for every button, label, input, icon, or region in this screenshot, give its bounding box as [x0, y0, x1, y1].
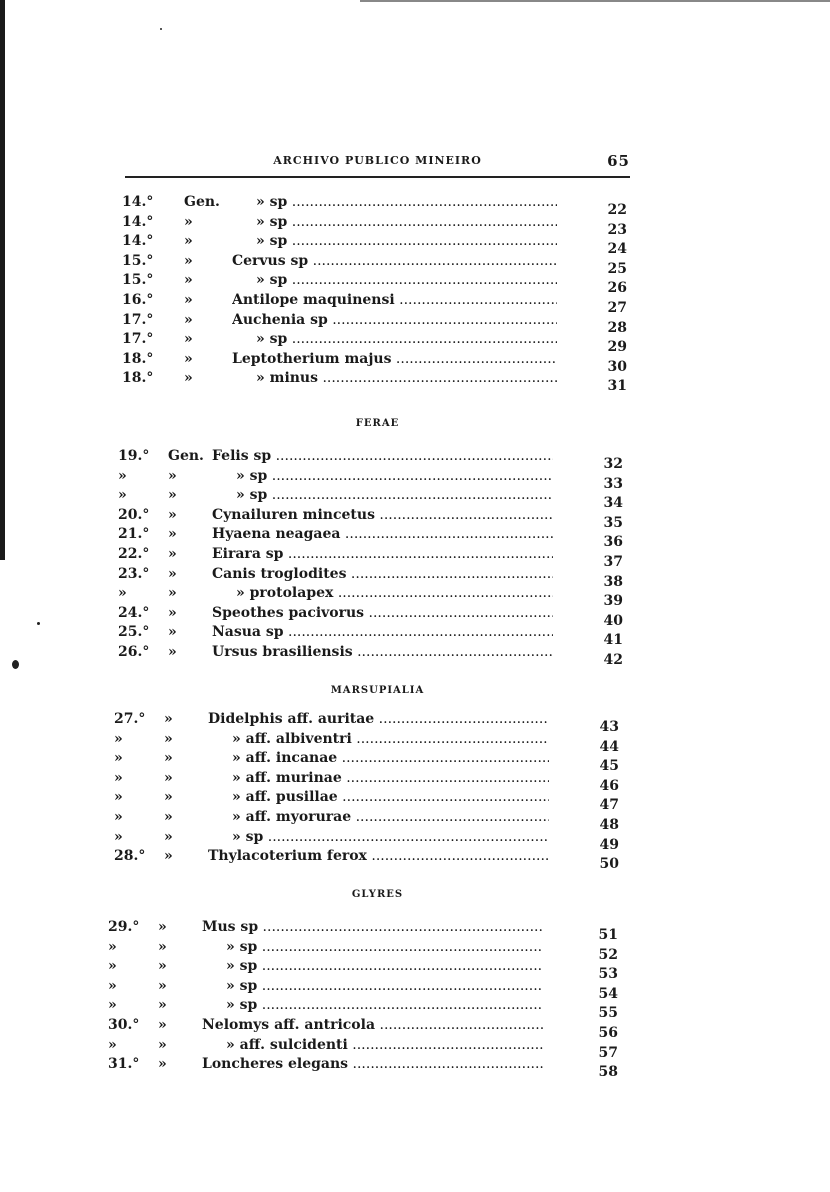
- entry-number: 18.°: [122, 370, 154, 387]
- genus-marker: »: [168, 585, 177, 602]
- genus-marker: »: [164, 711, 173, 727]
- index-row: [108, 1054, 628, 1081]
- index-row: [108, 1015, 628, 1041]
- ink-speck: [37, 622, 40, 625]
- section-title: FERAE: [355, 418, 400, 429]
- species-name: » sp .....: [256, 212, 557, 232]
- genus-marker: »: [168, 565, 177, 582]
- index-row: [114, 787, 629, 814]
- genus-marker: »: [164, 730, 173, 747]
- genus-marker: »: [158, 977, 167, 994]
- page-reference: 22: [607, 202, 627, 218]
- page-reference: 49: [599, 836, 619, 853]
- index-row: [114, 807, 629, 833]
- page-reference: 29: [607, 339, 627, 356]
- page-reference: 36: [603, 534, 623, 551]
- index-row: [118, 564, 633, 590]
- species-name: Hyaena neagaea .....: [212, 524, 553, 544]
- index-row: [114, 846, 629, 873]
- entry-number: »: [108, 977, 117, 994]
- page-header: [125, 150, 630, 178]
- page-reference: 45: [599, 758, 619, 775]
- index-row: [122, 368, 637, 395]
- index-row: [108, 1035, 628, 1061]
- entry-number: »: [114, 828, 123, 845]
- scan-edge-shadow: [0, 0, 5, 560]
- species-name: » aff. incanae .....: [232, 748, 549, 768]
- species-name: Loncheres elegans .....: [202, 1054, 543, 1074]
- species-name: Antilope maquinensi .....: [232, 290, 557, 310]
- index-row: [108, 995, 628, 1022]
- section-title: GLYRES: [351, 889, 404, 900]
- entry-number: 17.°: [122, 331, 154, 348]
- species-name: » sp .....: [236, 485, 553, 505]
- genus-marker: »: [168, 546, 177, 562]
- entry-number: 16.°: [122, 292, 154, 308]
- genus-marker: »: [168, 644, 177, 660]
- entry-number: »: [114, 750, 123, 767]
- section-title: MARSUPIALIA: [330, 685, 425, 696]
- page-reference: 31: [607, 378, 627, 395]
- page-reference: 32: [603, 456, 623, 472]
- entry-number: »: [108, 958, 117, 975]
- page-reference: 41: [603, 632, 623, 649]
- entry-number: 29.°: [108, 919, 140, 935]
- species-name: » aff. pusillae .....: [232, 787, 549, 807]
- ink-speck: [160, 28, 162, 30]
- page-reference: 26: [607, 280, 627, 297]
- species-name: Ursus brasiliensis .....: [212, 642, 553, 662]
- species-name: » sp .....: [226, 937, 543, 957]
- genus-marker: »: [164, 789, 173, 806]
- page-number: 65: [607, 152, 630, 170]
- entry-number: »: [114, 809, 123, 825]
- entry-number: 14.°: [122, 233, 154, 250]
- genus-marker: »: [168, 467, 177, 484]
- entry-number: »: [114, 730, 123, 747]
- entry-number: »: [114, 769, 123, 786]
- index-row: [118, 583, 633, 610]
- entry-number: 27.°: [114, 711, 146, 727]
- index-row: [122, 192, 637, 218]
- species-name: Speothes pacivorus .....: [212, 603, 553, 623]
- entry-number: 21.°: [118, 526, 150, 543]
- species-name: Mus sp .....: [202, 917, 543, 937]
- entry-number: 26.°: [118, 644, 150, 660]
- page-reference: 52: [598, 946, 618, 963]
- page-reference: 57: [598, 1044, 618, 1061]
- page-reference: 53: [598, 966, 618, 983]
- genus-marker: »: [164, 769, 173, 786]
- ink-speck: [12, 660, 19, 669]
- entry-number: 22.°: [118, 546, 150, 562]
- entry-number: 15.°: [122, 252, 154, 269]
- index-row: [118, 642, 633, 668]
- species-name: Canis troglodites .....: [212, 564, 553, 584]
- species-name: Cervus sp .....: [232, 251, 557, 271]
- page-reference: 56: [598, 1025, 618, 1041]
- page-reference: 25: [607, 260, 627, 277]
- index-row: [118, 505, 633, 531]
- page-reference: 48: [599, 817, 619, 833]
- index-row: [122, 212, 637, 238]
- species-name: Thylacoterium ferox .....: [208, 846, 549, 866]
- species-name: » sp .....: [256, 231, 557, 251]
- genus-marker: »: [168, 487, 177, 504]
- entry-number: 24.°: [118, 604, 150, 621]
- index-row: [114, 768, 629, 794]
- page-reference: 58: [598, 1064, 618, 1081]
- index-row: [118, 524, 633, 551]
- species-name: » aff. albiventri .....: [232, 729, 549, 749]
- genus-marker: »: [158, 1056, 167, 1073]
- index-row: [114, 827, 629, 853]
- genus-marker: »: [184, 350, 193, 367]
- species-name: Nelomys aff. antricola .....: [202, 1015, 543, 1035]
- genus-marker: »: [184, 272, 193, 289]
- genus-marker: »: [158, 919, 167, 935]
- species-name: Auchenia sp .....: [232, 310, 557, 330]
- index-row: [122, 251, 637, 277]
- species-name: » sp .....: [236, 466, 553, 486]
- entry-number: »: [118, 487, 127, 504]
- genus-marker: »: [184, 252, 193, 269]
- species-name: » minus .....: [256, 368, 557, 388]
- species-name: » aff. sulcidenti .....: [226, 1035, 543, 1055]
- genus-marker: »: [158, 997, 167, 1014]
- species-name: » aff. murinae .....: [232, 768, 549, 788]
- entry-number: 28.°: [114, 848, 146, 865]
- page-reference: 28: [607, 319, 627, 336]
- species-name: Leptotherium majus .....: [232, 349, 557, 369]
- page-reference: 30: [607, 358, 627, 375]
- entry-number: 19.°: [118, 448, 150, 464]
- species-name: » sp .....: [226, 995, 543, 1015]
- index-row: [114, 729, 629, 755]
- index-row: [122, 310, 637, 336]
- genus-marker: Gen.: [168, 448, 204, 464]
- index-row: [114, 748, 629, 775]
- species-name: » sp .....: [226, 956, 543, 976]
- page-reference: 47: [599, 797, 619, 814]
- genus-marker: »: [158, 958, 167, 975]
- entry-number: 25.°: [118, 624, 150, 641]
- entry-number: »: [114, 789, 123, 806]
- page-reference: 27: [607, 300, 627, 316]
- genus-marker: »: [164, 750, 173, 767]
- genus-marker: »: [168, 624, 177, 641]
- species-name: » protolapex .....: [236, 583, 553, 603]
- species-name: Eirara sp .....: [212, 544, 553, 564]
- entry-number: 23.°: [118, 565, 150, 582]
- entry-number: »: [108, 1036, 117, 1053]
- page-reference: 33: [603, 475, 623, 492]
- index-row: [122, 270, 637, 297]
- genus-marker: »: [184, 292, 193, 308]
- genus-marker: »: [164, 809, 173, 825]
- genus-marker: »: [158, 938, 167, 955]
- genus-marker: »: [184, 311, 193, 328]
- page-reference: 44: [599, 738, 619, 755]
- genus-marker: »: [158, 1036, 167, 1053]
- index-row: [122, 231, 637, 258]
- genus-marker: »: [184, 331, 193, 348]
- running-title: ARCHIVO PUBLICO MINEIRO: [273, 154, 482, 167]
- species-name: » sp .....: [256, 192, 557, 212]
- entry-number: 31.°: [108, 1056, 140, 1073]
- index-row: [108, 956, 628, 983]
- page-reference: 42: [603, 652, 623, 668]
- page-reference: 34: [603, 495, 623, 512]
- species-name: » sp .....: [256, 270, 557, 290]
- genus-marker: »: [184, 213, 193, 230]
- index-row: [118, 622, 633, 649]
- page-reference: 37: [603, 554, 623, 570]
- species-name: Nasua sp .....: [212, 622, 553, 642]
- scan-top-edge: [360, 0, 830, 2]
- page-reference: 55: [598, 1005, 618, 1022]
- genus-marker: »: [168, 506, 177, 523]
- index-row: [122, 290, 637, 316]
- species-name: » sp .....: [256, 329, 557, 349]
- entry-number: 30.°: [108, 1017, 140, 1033]
- genus-marker: »: [164, 828, 173, 845]
- entry-number: »: [118, 467, 127, 484]
- entry-number: 15.°: [122, 272, 154, 289]
- index-row: [114, 709, 629, 735]
- entry-number: 18.°: [122, 350, 154, 367]
- page-reference: 40: [603, 612, 623, 629]
- genus-marker: »: [164, 848, 173, 865]
- page-reference: 50: [599, 856, 619, 873]
- species-name: Felis sp .....: [212, 446, 553, 466]
- page-reference: 39: [603, 593, 623, 610]
- species-name: » sp .....: [226, 976, 543, 996]
- genus-marker: »: [184, 233, 193, 250]
- page-reference: 54: [598, 985, 618, 1002]
- index-row: [118, 466, 633, 492]
- species-name: » aff. myorurae .....: [232, 807, 549, 827]
- genus-marker: »: [158, 1017, 167, 1033]
- entry-number: »: [118, 585, 127, 602]
- species-name: Didelphis aff. auritae .....: [208, 709, 549, 729]
- page-reference: 38: [603, 573, 623, 590]
- genus-marker: »: [184, 370, 193, 387]
- entry-number: 17.°: [122, 311, 154, 328]
- index-row: [118, 446, 633, 472]
- genus-marker: Gen.: [184, 194, 220, 210]
- page-reference: 24: [607, 241, 627, 258]
- page-reference: 35: [603, 514, 623, 531]
- page-reference: 23: [607, 221, 627, 238]
- page-reference: 51: [598, 927, 618, 943]
- genus-marker: »: [168, 526, 177, 543]
- entry-number: 14.°: [122, 213, 154, 230]
- genus-marker: »: [168, 604, 177, 621]
- entry-number: »: [108, 997, 117, 1014]
- index-row: [108, 917, 628, 943]
- entry-number: 14.°: [122, 194, 154, 210]
- index-row: [108, 976, 628, 1002]
- entry-number: »: [108, 938, 117, 955]
- index-row: [122, 329, 637, 356]
- page-reference: 43: [599, 719, 619, 735]
- index-row: [118, 485, 633, 512]
- index-row: [108, 937, 628, 963]
- species-name: Cynailuren mincetus .....: [212, 505, 553, 525]
- species-name: » sp .....: [232, 827, 549, 847]
- index-row: [118, 603, 633, 629]
- page-reference: 46: [599, 777, 619, 794]
- index-row: [118, 544, 633, 570]
- index-row: [122, 349, 637, 375]
- entry-number: 20.°: [118, 506, 150, 523]
